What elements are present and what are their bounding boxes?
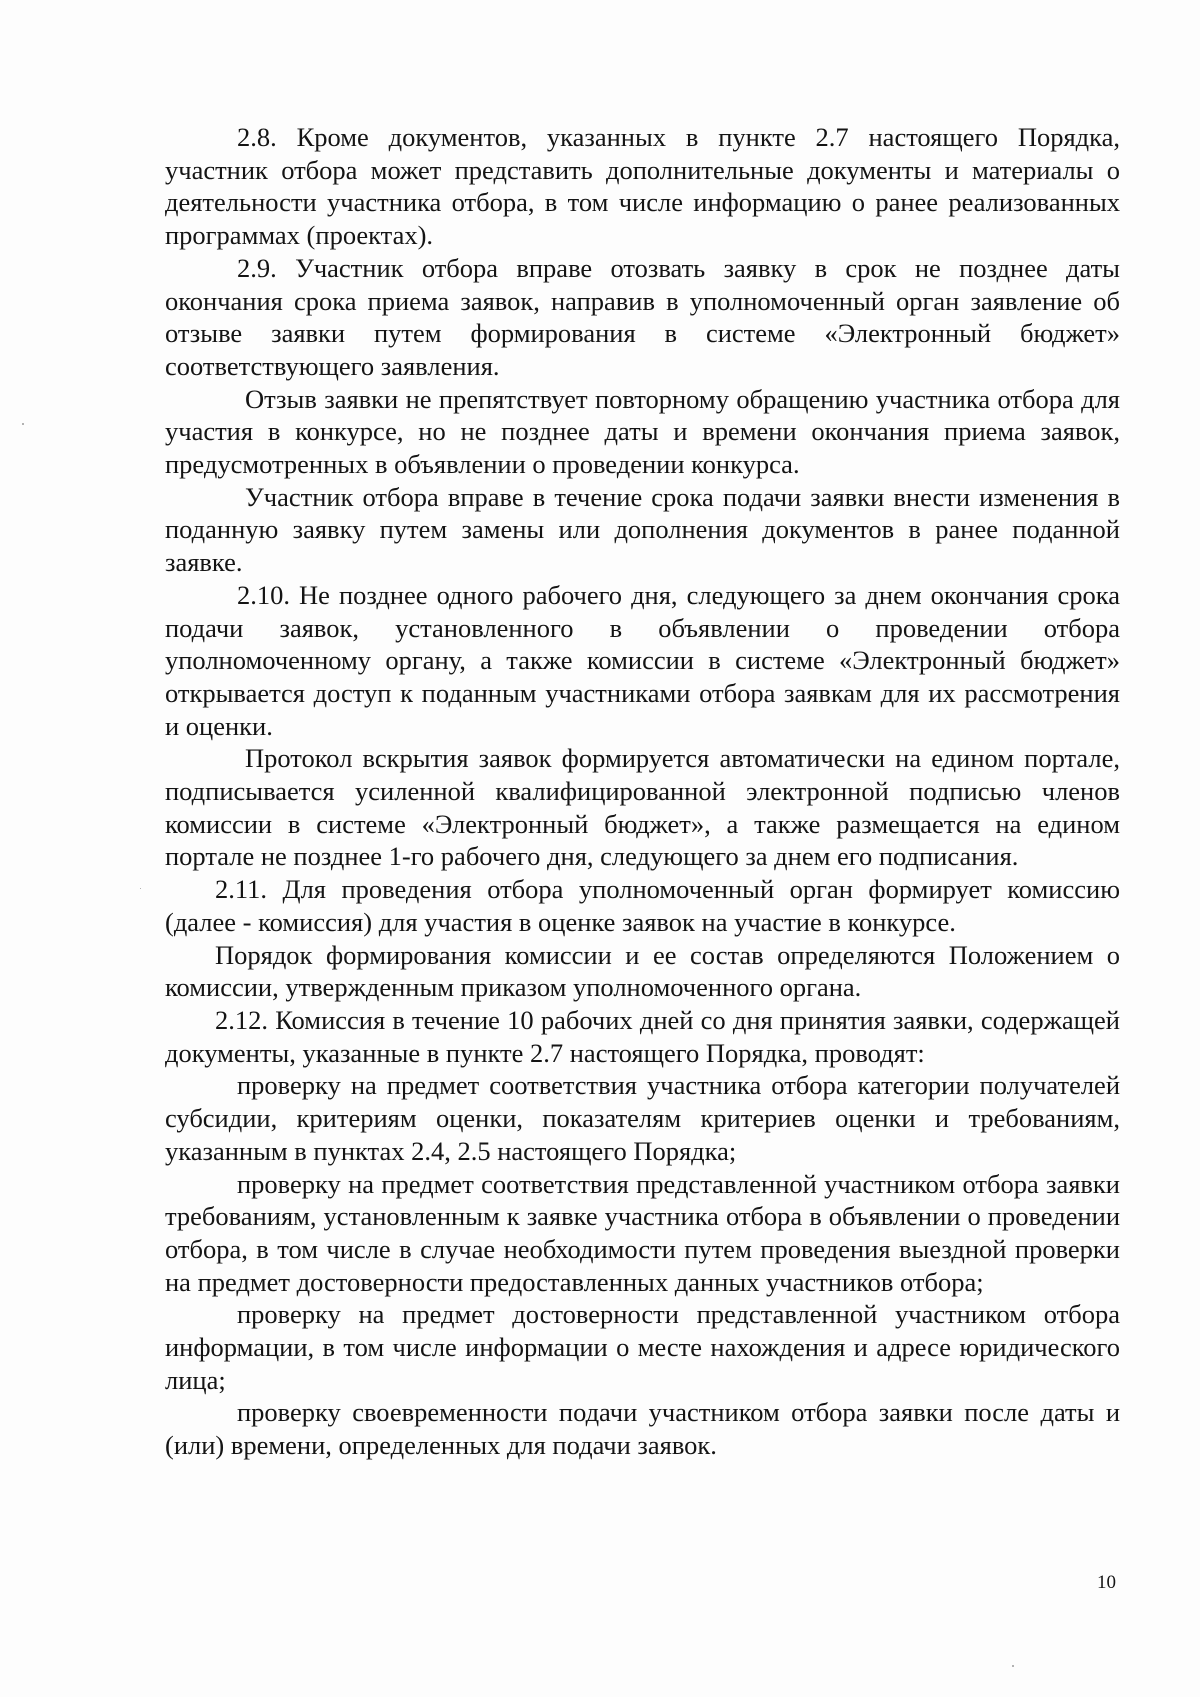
paragraph-check-category: проверку на предмет соответствия участника отбора категории получателей субсидии, критериям оценки, показателям критериев оценки и требованиям, указанным в пунктах 2.4, 2.5 настоящего Порядка; xyxy=(165,1070,1120,1166)
document-body xyxy=(165,121,1120,1462)
paragraph-2-12: 2.12. Комиссия в течение 10 рабочих дней со дня принятия заявки, содержащей документы, указанные в пункте 2.7 настоящего Порядка, проводят: xyxy=(165,1004,1120,1068)
scan-speck xyxy=(1012,1665,1014,1667)
scan-speck xyxy=(140,888,141,889)
paragraph-2-11: 2.11. Для проведения отбора уполномоченный орган формирует комиссию (далее - комиссия) для участия в оценке заявок на участие в конкурсе. xyxy=(165,874,1120,937)
page-number: 10 xyxy=(1097,1572,1116,1593)
paragraph-check-compliance: проверку на предмет соответствия представленной участником отбора заявки требованиям, установленным к заявке участника отбора в объявлении о проведении отбора, в том числе в случае необходимости путем проведения выездной проверки на предмет достоверности предоставленных данных участников отбора; xyxy=(165,1168,1120,1297)
paragraph-2-9: 2.9. Участник отбора вправе отозвать заявку в срок не позднее даты окончания срока приема заявок, направив в уполномоченный орган заявление об отзыве заявки путем формирования в системе «Электронный бюджет» соответствующего заявления. xyxy=(165,252,1120,381)
paragraph-amendment: Участник отбора вправе в течение срока подачи заявки внести изменения в поданную заявку путем замены или дополнения документов в ранее поданной заявке. xyxy=(165,481,1120,578)
paragraph-check-timeliness: проверку своевременности подачи участником отбора заявки после даты и (или) времени, определенных для подачи заявок. xyxy=(165,1397,1120,1461)
paragraph-2-10: 2.10. Не позднее одного рабочего дня, следующего за днем окончания срока подачи заявок, установленного в объявлении о проведении отбора уполномоченному органу, а также комиссии в системе «Электронный бюджет» открывается доступ к поданным участниками отбора заявкам для их рассмотрения и оценки. xyxy=(165,579,1120,741)
paragraph-commission-order: Порядок формирования комиссии и ее состав определяются Положением о комиссии, утвержденным приказом уполномоченного органа. xyxy=(165,939,1120,1003)
paragraph-withdrawal: Отзыв заявки не препятствует повторному обращению участника отбора для участия в конкурсе, но не позднее даты и времени окончания приема заявок, предусмотренных в объявлении о проведении конкурса. xyxy=(165,383,1120,480)
paragraph-2-8: 2.8. Кроме документов, указанных в пункте 2.7 настоящего Порядка, участник отбора может представить дополнительные документы и материалы о деятельности участника отбора, в том числе информацию о ранее реализованных программах (проектах). xyxy=(165,122,1120,251)
paragraph-protocol: Протокол вскрытия заявок формируется автоматически на едином портале, подписывается усиленной квалифицированной электронной подписью членов комиссии в системе «Электронный бюджет», а также размещается на едином портале не позднее 1-го рабочего дня, следующего за днем его подписания. xyxy=(165,743,1120,872)
scan-speck xyxy=(22,423,24,425)
paragraph-check-reliability: проверку на предмет достоверности представленной участником отбора информации, в том числе информации о месте нахождения и адресе юридического лица; xyxy=(165,1299,1120,1395)
